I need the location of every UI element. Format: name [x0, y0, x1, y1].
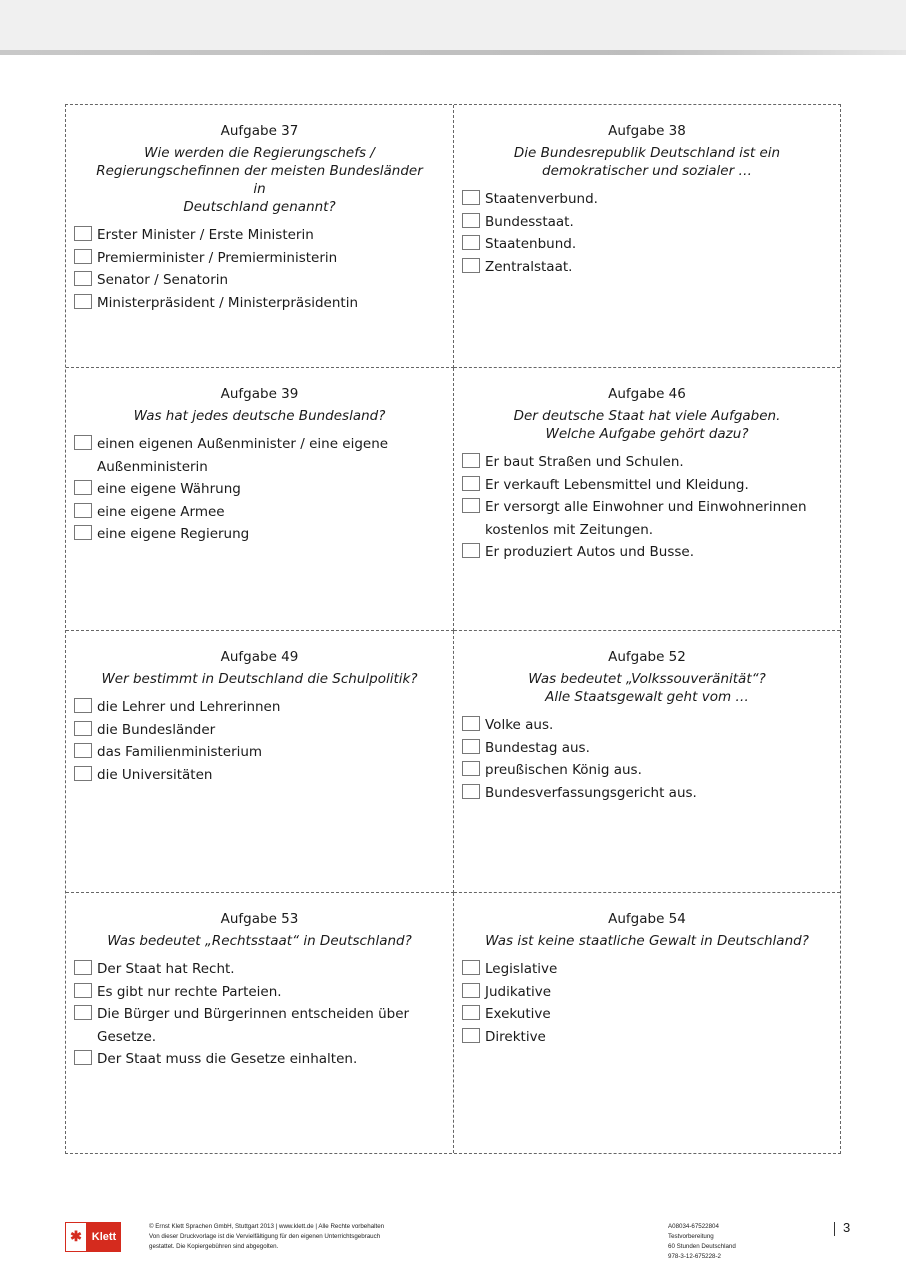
task-card-38	[454, 105, 840, 368]
option-checkbox[interactable]	[74, 743, 92, 758]
option-list	[74, 696, 445, 786]
klett-logo	[65, 1222, 121, 1252]
footer-meta	[668, 1222, 808, 1262]
option-item	[462, 541, 832, 564]
option-item	[74, 478, 445, 501]
option-checkbox[interactable]	[74, 983, 92, 998]
option-list	[462, 188, 832, 278]
page-number-divider	[834, 1222, 835, 1236]
option-item	[462, 188, 832, 211]
task-question: Was bedeutet „Rechtsstaat“ in Deutschland?	[107, 933, 412, 949]
meta-line: A08034-67522804	[668, 1223, 719, 1230]
option-label: das Familienministerium	[97, 744, 263, 760]
option-item	[462, 256, 832, 279]
option-label: eine eigene Währung	[97, 481, 241, 497]
option-item	[74, 1003, 445, 1048]
option-label: Es gibt nur rechte Parteien.	[97, 983, 282, 1000]
task-card-39	[66, 368, 454, 631]
option-checkbox[interactable]	[462, 1028, 480, 1043]
copyright-line: © Ernst Klett Sprachen GmbH, Stuttgart 2013 | www.klett.de | Alle Rechte vorbehalten	[149, 1223, 385, 1230]
option-label: Staatenbund.	[485, 236, 577, 252]
task-card-49	[66, 631, 454, 893]
task-card-52	[454, 631, 840, 893]
option-checkbox[interactable]	[462, 258, 480, 273]
meta-line: 60 Stunden Deutschland	[668, 1243, 736, 1250]
option-item	[74, 269, 445, 292]
option-label: Staatenverbund.	[485, 191, 598, 207]
option-checkbox[interactable]	[462, 543, 480, 558]
option-list	[74, 433, 445, 546]
option-label: Bundestag aus.	[485, 739, 590, 756]
option-checkbox[interactable]	[462, 476, 480, 491]
option-item	[462, 496, 832, 541]
option-checkbox[interactable]	[74, 698, 92, 713]
option-label: einen eigenen Außenminister / eine eigene Außenministerin	[97, 436, 389, 475]
option-label: eine eigene Regierung	[97, 526, 250, 542]
option-label: Senator / Senatorin	[97, 272, 229, 288]
task-title: Aufgabe 54	[608, 911, 686, 927]
option-checkbox[interactable]	[462, 453, 480, 468]
top-band-divider	[0, 50, 906, 55]
option-checkbox[interactable]	[462, 498, 480, 513]
task-card-54	[454, 893, 840, 1153]
option-item	[74, 958, 445, 981]
option-item	[462, 782, 832, 805]
task-title: Aufgabe 37	[220, 123, 299, 139]
option-label: Zentralstaat.	[485, 258, 573, 275]
copyright-line: gestattet. Die Kopiergebühren sind abgegolten.	[149, 1243, 279, 1250]
option-checkbox[interactable]	[74, 271, 92, 286]
task-question: Die Bundesrepublik Deutschland ist ein demokratischer und sozialer …	[513, 145, 781, 179]
option-checkbox[interactable]	[462, 960, 480, 975]
task-question: Was hat jedes deutsche Bundesland?	[133, 408, 386, 424]
option-label: die Lehrer und Lehrerinnen	[97, 699, 281, 715]
top-band	[0, 0, 906, 50]
option-checkbox[interactable]	[74, 249, 92, 264]
option-list	[74, 224, 445, 314]
option-label: Premierminister / Premierministerin	[97, 249, 338, 266]
task-title: Aufgabe 39	[220, 386, 299, 402]
option-item	[462, 474, 832, 497]
option-label: Er produziert Autos und Busse.	[485, 544, 694, 560]
option-checkbox[interactable]	[74, 525, 92, 540]
task-title: Aufgabe 49	[220, 649, 299, 665]
task-title: Aufgabe 46	[608, 386, 686, 402]
option-item	[462, 1003, 832, 1026]
task-card-53	[66, 893, 454, 1153]
option-label: Ministerpräsident / Ministerpräsidentin	[97, 294, 359, 311]
option-item	[74, 224, 445, 247]
option-item	[462, 981, 832, 1004]
option-checkbox[interactable]	[74, 226, 92, 241]
copyright-line: Von dieser Druckvorlage ist die Vervielfältigung für den eigenen Unterrichtsgebrauch	[149, 1233, 381, 1240]
option-checkbox[interactable]	[462, 235, 480, 250]
task-question: Was bedeutet „Volkssouveränität“? Alle Staatsgewalt geht vom …	[528, 671, 766, 705]
option-checkbox[interactable]	[462, 739, 480, 754]
option-checkbox[interactable]	[74, 1005, 92, 1020]
task-question: Wie werden die Regierungschefs / Regierungschefinnen der meisten Bundesländer in Deutschland genannt?	[96, 145, 423, 215]
option-label: Die Bürger und Bürgerinnen entscheiden über Gesetze.	[97, 1006, 410, 1045]
option-list	[462, 714, 832, 804]
task-title: Aufgabe 52	[608, 649, 686, 665]
meta-line: Testvorbereitung	[668, 1233, 714, 1240]
task-title: Aufgabe 38	[608, 123, 686, 139]
klett-logo-icon: ✱	[65, 1222, 87, 1252]
option-label: Bundesstaat.	[485, 213, 574, 230]
option-checkbox[interactable]	[462, 213, 480, 228]
option-label: Exekutive	[485, 1006, 551, 1022]
meta-line: 978-3-12-675228-2	[668, 1253, 721, 1260]
task-question: Wer bestimmt in Deutschland die Schulpolitik?	[101, 671, 418, 687]
option-item	[462, 737, 832, 760]
option-item	[462, 958, 832, 981]
option-item	[462, 233, 832, 256]
option-label: Der Staat muss die Gesetze einhalten.	[97, 1051, 358, 1067]
option-label: die Bundesländer	[97, 721, 216, 738]
task-title: Aufgabe 53	[220, 911, 299, 927]
option-label: Direktive	[485, 1028, 546, 1045]
option-label: die Universitäten	[97, 766, 213, 783]
klett-logo-text: Klett	[87, 1222, 121, 1252]
option-checkbox[interactable]	[74, 503, 92, 518]
option-checkbox[interactable]	[74, 960, 92, 975]
option-item	[74, 501, 445, 524]
option-checkbox[interactable]	[462, 983, 480, 998]
option-label: Erster Minister / Erste Ministerin	[97, 227, 314, 243]
option-list	[462, 451, 832, 564]
option-checkbox[interactable]	[462, 761, 480, 776]
option-label: preußischen König aus.	[485, 762, 642, 778]
task-question: Was ist keine staatliche Gewalt in Deutschland?	[485, 933, 809, 949]
task-grid	[65, 104, 841, 1154]
option-label: eine eigene Armee	[97, 503, 225, 520]
option-item	[74, 1048, 445, 1071]
task-question: Der deutsche Staat hat viele Aufgaben. Welche Aufgabe gehört dazu?	[513, 408, 781, 442]
option-checkbox[interactable]	[74, 1050, 92, 1065]
option-item	[74, 741, 445, 764]
option-checkbox[interactable]	[462, 784, 480, 799]
option-item	[462, 714, 832, 737]
option-checkbox[interactable]	[462, 716, 480, 731]
option-item	[74, 696, 445, 719]
option-label: Er verkauft Lebensmittel und Kleidung.	[485, 476, 749, 493]
option-checkbox[interactable]	[74, 294, 92, 309]
option-item	[74, 719, 445, 742]
option-item	[74, 523, 445, 546]
task-card-37	[66, 105, 454, 368]
option-item	[74, 292, 445, 315]
task-card-46	[454, 368, 840, 631]
option-checkbox[interactable]	[74, 766, 92, 781]
option-label: Er baut Straßen und Schulen.	[485, 454, 684, 470]
option-item	[74, 247, 445, 270]
option-item	[462, 211, 832, 234]
option-item	[74, 433, 445, 478]
option-item	[462, 451, 832, 474]
option-label: Volke aus.	[485, 717, 554, 733]
option-label: Legislative	[485, 961, 558, 977]
option-checkbox[interactable]	[74, 435, 92, 450]
option-item	[74, 764, 445, 787]
footer-copyright	[149, 1222, 469, 1252]
option-checkbox[interactable]	[74, 480, 92, 495]
page-number: 3	[843, 1220, 851, 1235]
option-label: Judikative	[485, 983, 552, 1000]
option-checkbox[interactable]	[462, 190, 480, 205]
option-item	[74, 981, 445, 1004]
option-list	[74, 958, 445, 1071]
option-item	[462, 759, 832, 782]
option-item	[462, 1026, 832, 1049]
option-checkbox[interactable]	[74, 721, 92, 736]
option-label: Bundesverfassungsgericht aus.	[485, 784, 697, 801]
option-checkbox[interactable]	[462, 1005, 480, 1020]
option-list	[462, 958, 832, 1048]
option-label: Er versorgt alle Einwohner und Einwohnerinnen kostenlos mit Zeitungen.	[485, 499, 807, 538]
option-label: Der Staat hat Recht.	[97, 961, 235, 977]
